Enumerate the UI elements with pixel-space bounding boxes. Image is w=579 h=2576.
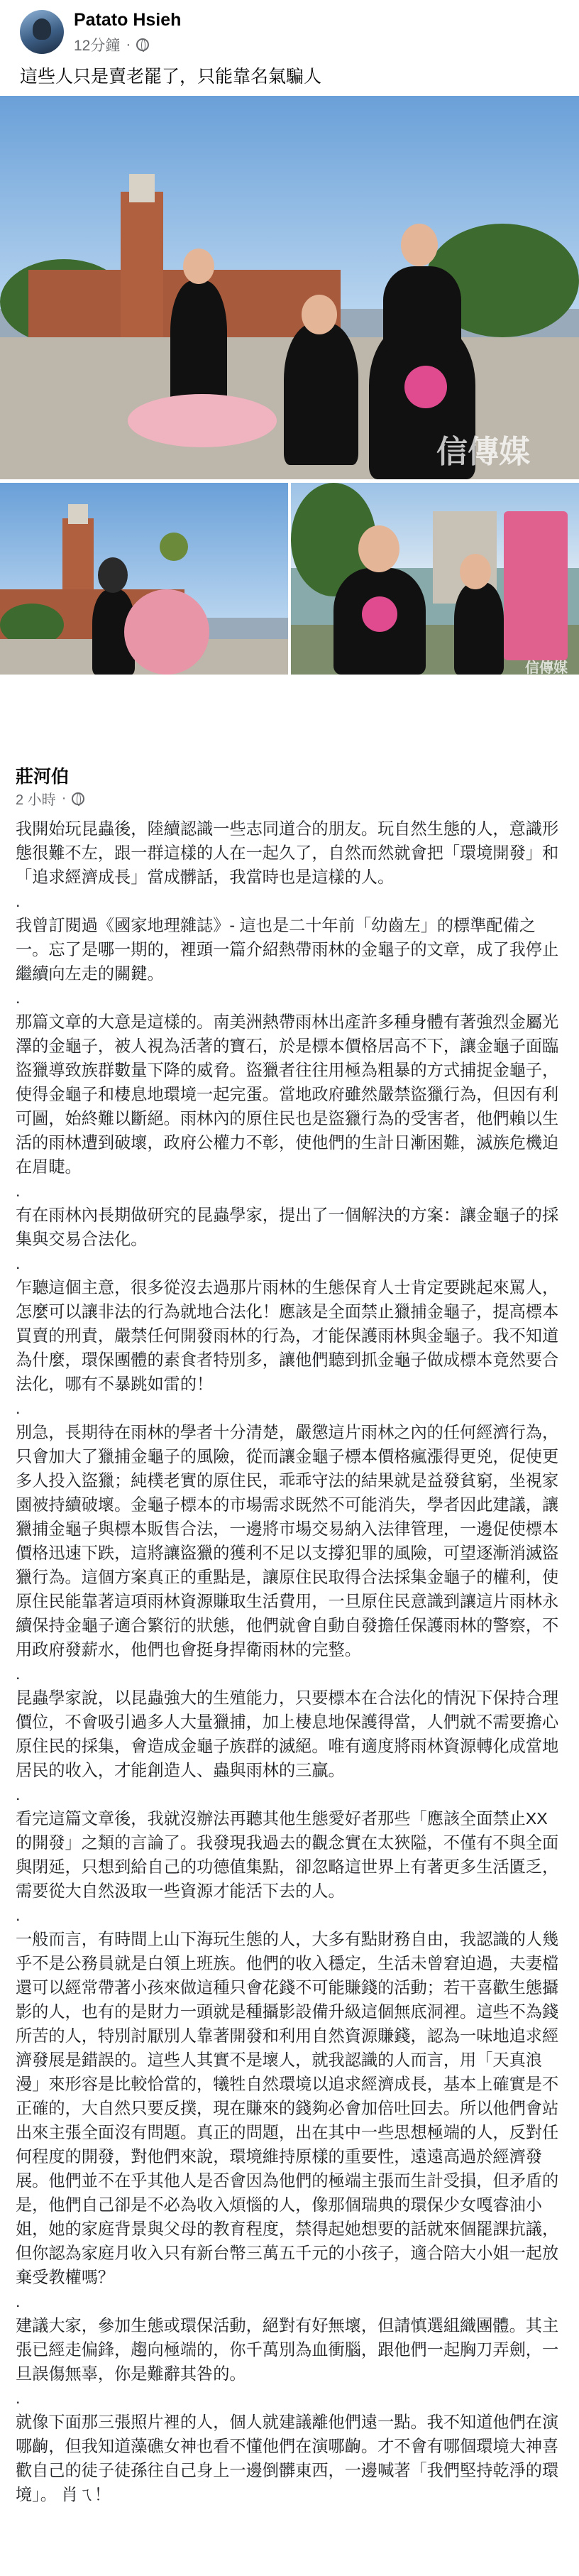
- paragraph: 乍聽這個主意，很多從沒去過那片雨林的生態保育人士肯定要跳起來罵人，怎麼可以讓非法的行為就地合法化！應該是全面禁止獵捕金龜子，提高標本買賣的刑責，嚴禁任何開發雨林的行為，才能保護雨林與金龜子。我不知道為什麼，環保團體的素食者特別多，讓他們聽到抓金龜子做成標本竟然要合法化，哪有不暴跳如雷的！: [16, 1278, 559, 1393]
- globe-icon: [72, 792, 84, 805]
- paragraph: 別急，長期待在雨林的學者十分清楚，嚴懲這片雨林之內的任何經濟行為，只會加大了獵捕金龜子的風險，從而讓金龜子標本價格瘋漲得更兇，促使更多人投入盜獵；純樸老實的原住民，乖乖守法的結果就是益發貧窮，坐視家園被持續破壞。金龜子標本的市場需求既然不可能消失，學者因此建議，讓獵捕金龜子與標本販售合法，一邊將市場交易納入法律管理，一邊促使標本價格迅速下跌，這將讓盜獵的獲利不足以支撐犯罪的風險，可望逐漸消滅盜獵行為。這個方案真正的重點是，讓原住民取得合法採集金龜子的權利，使原住民能靠著這項雨林資源賺取生活費用，一旦原住民意識到讓這片雨林永續保持金龜子適合繁衍的狀態，他們就會自動自發擔任保護雨林的警察，不用政府發薪水，他們也會挺身捍衛雨林的完整。: [16, 1423, 559, 1659]
- paragraph-separator: .: [16, 1664, 21, 1683]
- paragraph-separator: .: [16, 2292, 21, 2310]
- watermark: 信傳媒: [525, 659, 568, 675]
- dot-separator: ·: [61, 790, 67, 806]
- paragraph-separator: .: [16, 2389, 21, 2407]
- globe-icon: [136, 38, 149, 51]
- paragraph: 昆蟲學家說，以昆蟲強大的生殖能力，只要標本在合法化的情況下保持合理價位，不會吸引過多人大量獵捕，加上棲息地保護得當，人們就不需要擔心原住民的採集，會造成金龜子族群的滅絕。唯有適度將雨林資源轉化成當地居民的收入，才能創造人、蟲與雨林的三贏。: [16, 1688, 559, 1779]
- paragraph: 建議大家，參加生態或環保活動，絕對有好無壞，但請慎選組織團體。其主張已經走偏鋒，趨向極端的，你千萬別為血衝腦，跟他們一起胸刀弄劍，一旦誤傷無辜，你是難辭其咎的。: [16, 2316, 559, 2383]
- paragraph-separator: .: [16, 988, 21, 1007]
- post-time[interactable]: 12分鐘: [74, 38, 121, 54]
- paragraph-separator: .: [16, 1785, 21, 1803]
- post-header: [0, 0, 579, 85]
- paragraph: 有在雨林內長期做研究的昆蟲學家，提出了一個解決的方案：讓金龜子的採集與交易合法化。: [16, 1206, 559, 1248]
- shared-author-name[interactable]: 莊河伯: [16, 767, 70, 787]
- paragraph-separator: .: [16, 1181, 21, 1200]
- shared-post-time[interactable]: 2 小時: [16, 792, 56, 808]
- photo-main[interactable]: [0, 96, 579, 479]
- paragraph-separator: .: [16, 1254, 21, 1272]
- post-text: 這些人只是賣老罷了，只能靠名氣騙人: [20, 67, 322, 87]
- paragraph: 一般而言，有時間上山下海玩生態的人，大多有點財務自由，我認識的人幾乎不是公務員就是白領上班族。他們的收入穩定，生活未曾窘迫過，夫妻檔還可以經常帶著小孩來做這種只會花錢不可能賺錢的活動；若干喜歡生態攝影的人，也有的是財力一頭就是種攝影設備升級這個無底洞裡。這些不為錢所苦的人，特別討厭別人靠著開發和利用自然資源賺錢，認為一味地追求經濟發展是錯誤的。這些人其實不是壞人，就我認識的人而言，用「天真浪漫」來形容是比較恰當的，犧牲自然環境以追求經濟成長，基本上確實是不正確的，大自然只要反撲，現在賺來的錢夠必會加倍吐回去。所以他們會站出來主張全面沒有問題。真正的問題，出在其中一些思想極端的人，反對任何程度的開發，對他們來說，環境維持原樣的重要性，遠遠高過於經濟發展。他們並不在乎其他人是否會因為他們的極端主張而生計受損，但矛盾的是，他們自己卻是不必為收入煩惱的人，像那個瑞典的環保少女嘎睿油小姐，她的家庭背景與父母的教育程度，禁得起她想要的話就來個罷課抗議，但你認為家庭月收入只有新台幣三萬五千元的小孩子，適合陪大小姐一起放棄受教權嗎？: [16, 1930, 559, 2286]
- shared-post-meta: [16, 788, 84, 809]
- photo-right[interactable]: [291, 483, 579, 675]
- paragraph: 那篇文章的大意是這樣的。南美洲熱帶雨林出產許多種身體有著強烈金屬光澤的金龜子，被人視為活著的寶石，於是標本價格居高不下，讓金龜子面臨盜獵導致族群數量下降的威脅。盜獵者往往用極為粗暴的方式捕捉金龜子，使得金龜子和棲息地環境一起完蛋。當地政府雖然嚴禁盜獵行為，但因有利可圖，始終難以斷絕。雨林內的原住民也是盜獵行為的受害者，他們賴以生活的雨林遭到破壞，政府公權力不彰，使他們的生計日漸困難，滅族危機迫在眉睫。: [16, 1013, 559, 1176]
- paragraph: 我曾訂閱過《國家地理雜誌》- 這也是二十年前「幼齒左」的標準配備之一。忘了是哪一期的，裡頭一篇介紹熱帶雨林的金龜子的文章，成了我停止繼續向左走的關鍵。: [16, 916, 559, 983]
- post-meta: [74, 34, 149, 55]
- paragraph: 看完這篇文章後，我就沒辦法再聽其他生態愛好者那些「應該全面禁止XX的開發」之類的言論了。我發現我過去的觀念實在太狹隘，不僅有不與全面與閉延，只想到給自己的功德值集點，卻忽略這世界上有著更多生活匱乏，需要從大自然汲取一些資源才能活下去的人。: [16, 1809, 559, 1900]
- paragraph: 就像下面那三張照片裡的人，個人就建議離他們遠一點。我不知道他們在演哪齣，但我知道藻礁女神也看不懂他們在演哪齣。才不會有哪個環境大神喜歡自己的徒子徒孫往自己身上一邊倒髒東西，一邊喊著「我們堅持乾淨的環境」。 肖ㄟ！: [16, 2413, 559, 2504]
- paragraph-separator: .: [16, 1399, 21, 1417]
- photo-left[interactable]: [0, 483, 288, 675]
- watermark: 信傳媒: [436, 434, 530, 470]
- author-name[interactable]: Patato Hsieh: [74, 10, 182, 30]
- dot-separator: ·: [126, 36, 131, 53]
- shared-article: [16, 817, 563, 2506]
- paragraph: 我開始玩昆蟲後，陸續認識一些志同道合的朋友。玩自然生態的人，意識形態很難不左，跟一群這樣的人在一起久了，自然而然就會把「環境開發」和「追求經濟成長」當成髒話，我當時也是這樣的人。: [16, 819, 559, 886]
- avatar[interactable]: [20, 10, 64, 54]
- paragraph-separator: .: [16, 892, 21, 910]
- paragraph-separator: .: [16, 1906, 21, 1924]
